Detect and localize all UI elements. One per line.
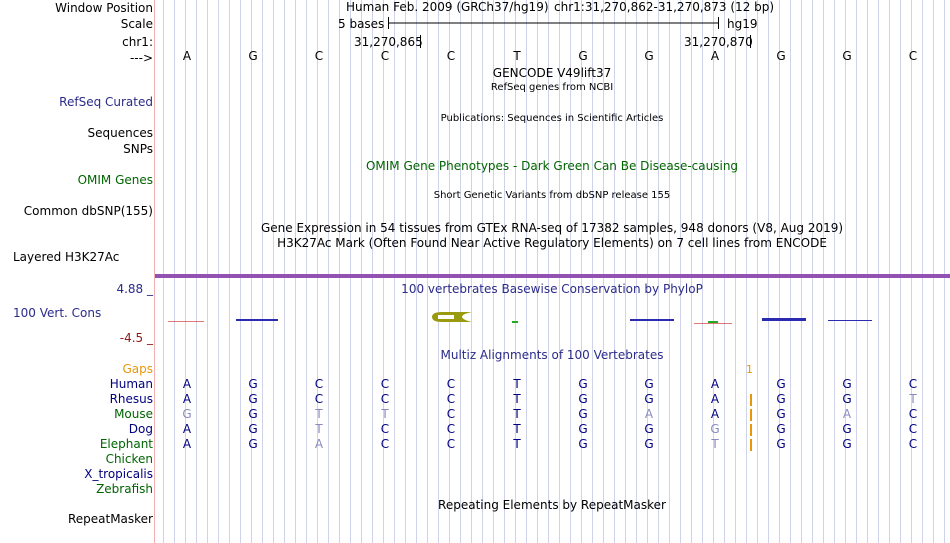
species-label[interactable]: Rhesus [109,392,153,406]
window-position[interactable]: chr1:31,270,862-31,270,873 (12 bp) [554,0,775,14]
alignment-base: C [446,422,456,436]
alignment-base: G [578,407,588,421]
reference-base: C [908,49,918,63]
vert-cons-label[interactable]: 100 Vert. Cons [13,306,102,320]
alignment-base: G [842,392,852,406]
alignment-base: A [182,422,192,436]
h3k27ac-track-title[interactable]: H3K27Ac Mark (Often Found Near Active Regulatory Elements) on 7 cell lines from ENCODE [277,236,827,250]
alignment-base: G [842,377,852,391]
alignment-base: G [182,407,192,421]
chrom-label: chr1: [122,35,153,49]
alignment-base: T [381,407,389,421]
alignment-base: T [513,392,521,406]
alignment-base: C [908,407,918,421]
alignment-base: T [711,437,719,451]
conservation-track-title[interactable]: 100 vertebrates Basewise Conservation by PhyloP [401,282,703,296]
alignment-base: T [315,407,323,421]
repeatmasker-track-title[interactable]: Repeating Elements by RepeatMasker [438,498,666,512]
alignment-base: G [710,422,720,436]
species-label[interactable]: Zebrafish [96,482,153,496]
assembly-title: Human Feb. 2009 (GRCh37/hg19) [346,0,549,14]
reference-base: C [446,49,456,63]
gap-count: 1 [746,363,753,376]
gencode-track-title[interactable]: GENCODE V49lift37 [492,66,612,80]
alignment-base: A [710,377,720,391]
alignment-base: C [314,377,324,391]
alignment-base: G [578,422,588,436]
scale-text: 5 bases [338,17,385,31]
alignment-base: G [578,377,588,391]
alignment-base: T [513,422,521,436]
reference-base: G [578,49,588,63]
species-label[interactable]: Mouse [114,407,153,421]
reference-base: C [380,49,390,63]
sequences-label[interactable]: Sequences [87,126,153,140]
publications-track-title[interactable]: Publications: Sequences in Scientific Articles [440,113,664,124]
dbsnp-track-title[interactable]: Short Genetic Variants from dbSNP release 155 [433,190,671,201]
omim-genes-label[interactable]: OMIM Genes [77,173,153,187]
alignment-base: G [578,392,588,406]
insertion-marker [750,409,752,421]
alignment-base: A [644,407,654,421]
alignment-base: G [248,377,258,391]
multiz-track-title[interactable]: Multiz Alignments of 100 Vertebrates [440,348,664,362]
refseq-curated-label[interactable]: RefSeq Curated [59,95,153,109]
alignment-base: G [644,437,654,451]
alignment-base: C [446,377,456,391]
species-label[interactable]: Elephant [99,437,153,451]
alignment-base: A [182,377,192,391]
alignment-base: C [446,407,456,421]
alignment-base: C [380,422,390,436]
alignment-base: G [776,437,786,451]
reference-base: G [644,49,654,63]
reference-base: G [248,49,258,63]
alignment-base: A [182,392,192,406]
alignment-base: G [776,407,786,421]
species-label[interactable]: Human [109,377,153,391]
reference-base: A [710,49,720,63]
alignment-base: G [842,437,852,451]
alignment-base: C [380,377,390,391]
alignment-base: C [314,392,324,406]
alignment-base: C [908,437,918,451]
alignment-base: G [578,437,588,451]
species-label[interactable]: Dog [128,422,153,436]
alignment-base: G [248,437,258,451]
alignment-base: A [842,407,852,421]
alignment-base: G [842,422,852,436]
alignment-base: C [380,437,390,451]
alignment-base: T [513,407,521,421]
species-label[interactable]: X_tropicalis [84,467,153,481]
reference-base: C [314,49,324,63]
coord-label-2: 31,270,870 [684,35,753,49]
reference-base: G [776,49,786,63]
strand-label: ---> [129,51,153,65]
alignment-base: C [908,422,918,436]
alignment-base: A [182,437,192,451]
common-dbsnp-label[interactable]: Common dbSNP(155) [23,204,153,218]
reference-base: G [842,49,852,63]
reference-base: T [513,49,521,63]
refseq-track-title[interactable]: RefSeq genes from NCBI [490,82,614,93]
alignment-base: G [248,392,258,406]
assembly-short: hg19 [727,17,758,31]
alignment-base: A [710,407,720,421]
alignment-base: G [644,377,654,391]
cons-max-value: 4.88 _ [116,282,153,296]
alignment-base: T [513,437,521,451]
window-position-label: Window Position [55,1,153,15]
coord-label-1: 31,270,865 [354,35,423,49]
alignment-base: G [776,392,786,406]
gtex-track-title[interactable]: Gene Expression in 54 tissues from GTEx RNA-seq of 17382 samples, 948 donors (V8, Aug 2019) [260,221,844,235]
alignment-base: G [776,377,786,391]
alignment-base: C [446,437,456,451]
reference-base: A [182,49,192,63]
alignment-base: G [776,422,786,436]
gaps-label[interactable]: Gaps [122,362,153,376]
alignment-base: T [513,377,521,391]
alignment-base: T [909,392,917,406]
omim-track-title[interactable]: OMIM Gene Phenotypes - Dark Green Can Be Disease-causing [365,159,739,173]
alignment-base: A [710,392,720,406]
insertion-marker [750,424,752,436]
scale-label: Scale [120,17,153,31]
snps-label[interactable]: SNPs [123,142,153,156]
alignment-base: T [315,422,323,436]
alignment-base: G [644,422,654,436]
alignment-base: G [644,392,654,406]
insertion-marker [750,439,752,451]
alignment-base: G [248,422,258,436]
repeatmasker-label[interactable]: RepeatMasker [67,512,153,526]
alignment-base: C [380,392,390,406]
alignment-base: C [908,377,918,391]
cons-min-value: -4.5 _ [119,331,153,345]
insertion-marker [750,394,752,406]
species-label[interactable]: Chicken [105,452,153,466]
layered-h3k27ac-label[interactable]: Layered H3K27Ac [13,250,120,264]
alignment-base: A [314,437,324,451]
alignment-base: G [248,407,258,421]
alignment-base: C [446,392,456,406]
